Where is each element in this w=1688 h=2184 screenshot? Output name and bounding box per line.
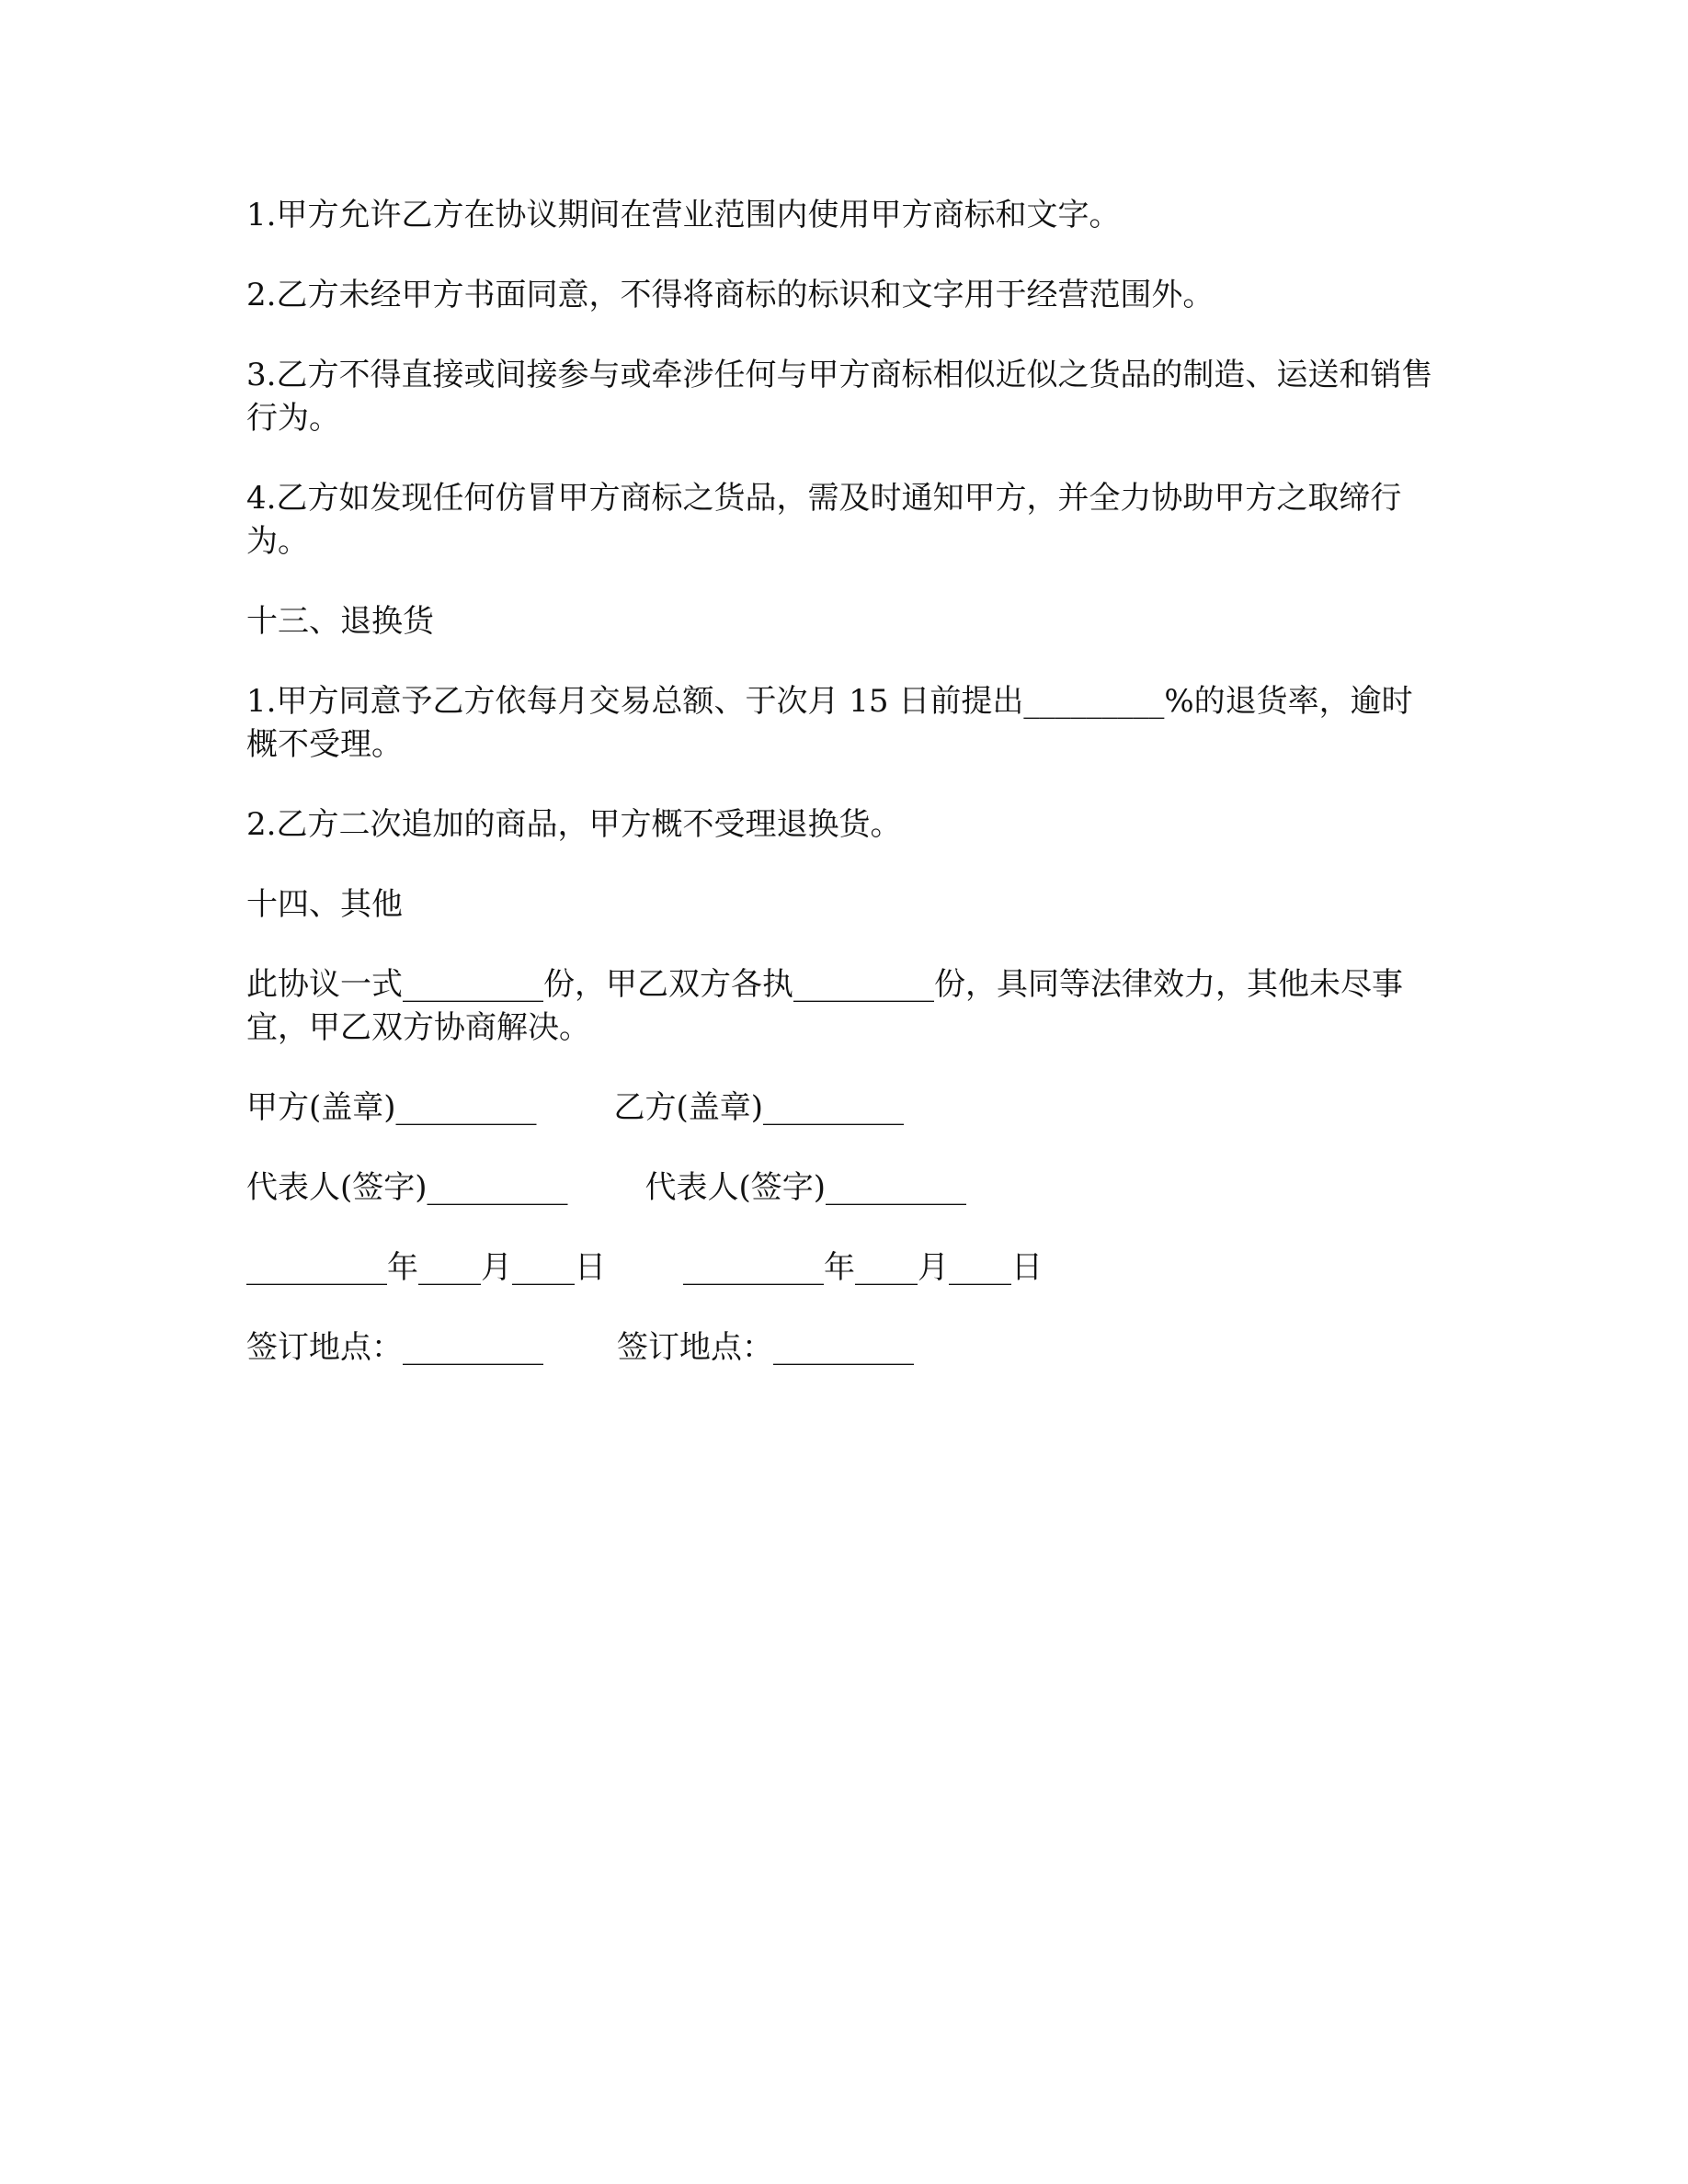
party-b-place-line: 签订地点：_________ [617, 1329, 914, 1366]
section-heading-other: 十四、其他 [246, 886, 403, 923]
clause-copies: 此协议一式_________份，甲乙双方各执_________份，具同等法律效力，其他未尽事宜，甲乙双方协商解决。 [246, 966, 1403, 1046]
party-a-rep-line: 代表人(签字)_________ [246, 1169, 568, 1206]
signature-rep-row [246, 1166, 1442, 1210]
clause-trademark-infringement: 3.乙方不得直接或间接参与或牵涉任何与甲方商标相似近似之货品的制造、运送和销售行为。 [246, 357, 1433, 437]
party-b-date-line: _________年____月____日 [683, 1249, 1043, 1286]
signature-date-row [246, 1246, 1442, 1290]
clause-counterfeit-notice: 4.乙方如发现任何仿冒甲方商标之货品，需及时通知甲方，并全力协助甲方之取缔行为。 [246, 480, 1402, 560]
party-a-date-line: _________年____月____日 [246, 1249, 606, 1286]
clause-trademark-scope: 2.乙方未经甲方书面同意，不得将商标的标识和文字用于经营范围外。 [246, 277, 1215, 313]
signature-seal-row [246, 1086, 1442, 1130]
section-heading-returns: 十三、退换货 [246, 603, 434, 640]
party-a-place-line: 签订地点：_________ [246, 1329, 543, 1366]
document-body [246, 194, 1442, 1406]
party-a-seal-line: 甲方(盖章)_________ [246, 1089, 537, 1126]
clause-no-return-additional: 2.乙方二次追加的商品，甲方概不受理退换货。 [246, 806, 902, 843]
party-b-rep-line: 代表人(签字)_________ [644, 1169, 967, 1206]
signature-place-row [246, 1326, 1442, 1370]
clause-return-rate: 1.甲方同意予乙方依每月交易总额、于次月 15 日前提出_________%的退货率，逾时概不受理。 [246, 683, 1413, 763]
clause-trademark-use: 1.甲方允许乙方在协议期间在营业范围内使用甲方商标和文字。 [246, 197, 1121, 233]
party-b-seal-line: 乙方(盖章)_________ [613, 1089, 905, 1126]
